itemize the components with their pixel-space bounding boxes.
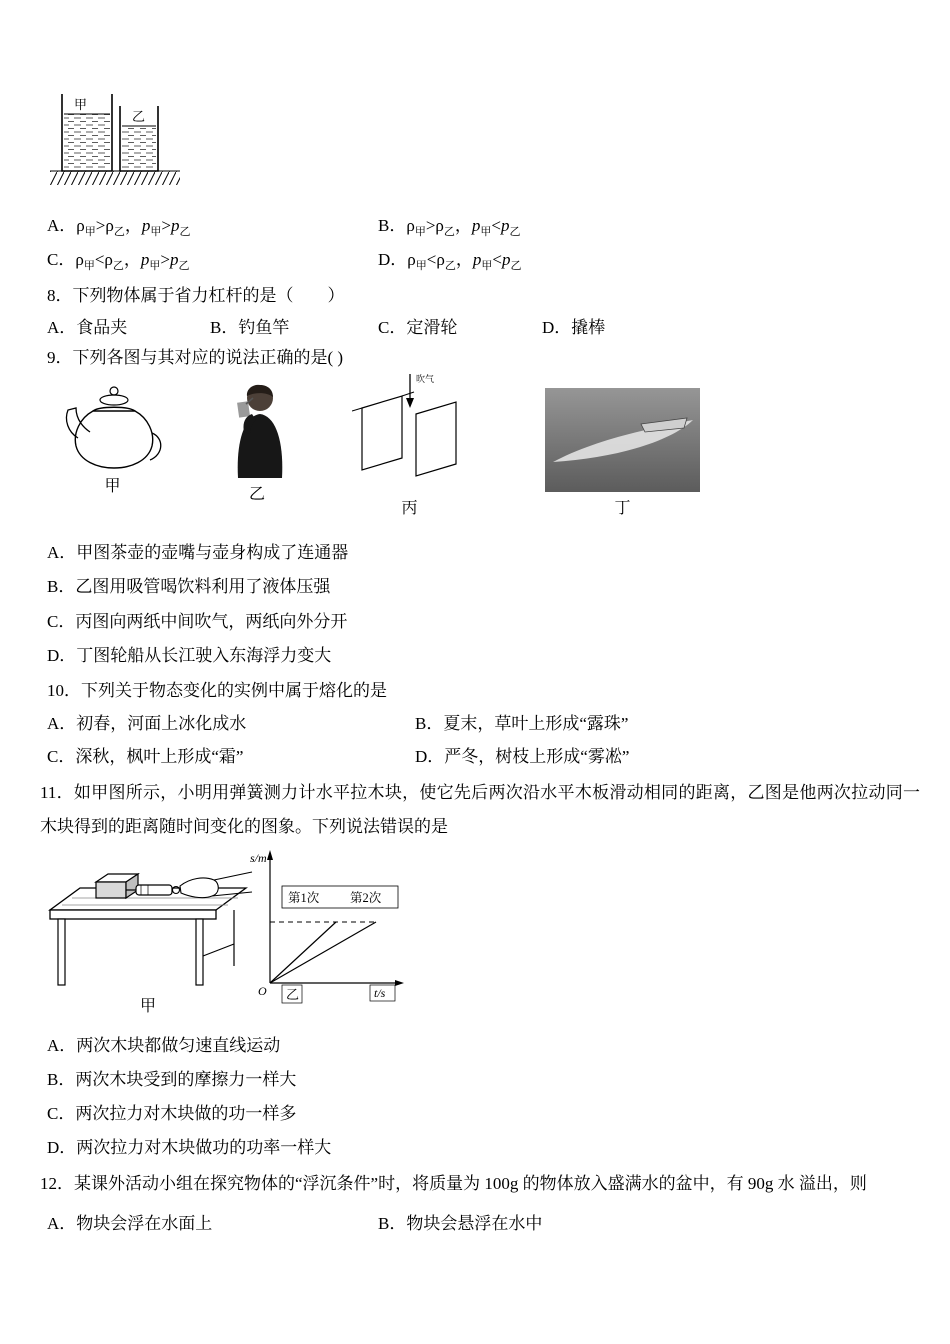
option-label: C． [47,612,76,631]
option-label: C． [47,250,76,269]
q9-figure-boy-drinking [222,380,292,504]
option-text: 乙图用吸管喝饮料利用了液体压强 [75,577,331,596]
q11-stem: 11．如甲图所示，小明用弹簧测力计水平拉木块，使它先后两次沿水平木板滑动相同的距离，乙图是他两次拉动同一木块得到的距离随时间变化的图象。下列说法错误的是 [40,783,920,836]
ship-photo [545,388,700,492]
option-q11-b [47,1065,296,1090]
two-papers-drawing [352,370,467,492]
q9-figure-two-papers [352,370,467,518]
option-label: D． [378,250,408,269]
option-label: B． [415,714,444,733]
option-q10-a [47,709,246,734]
option-q11-c [47,1099,296,1124]
option-formula: $\rho_甲>\rho_乙$，$p_甲>p_乙$ [76,216,191,238]
option-text: 定滑轮 [406,318,458,337]
option-label: D． [47,646,77,665]
option-label: A． [47,1036,77,1055]
option-text: 甲图茶壶的壶嘴与壶身构成了连通器 [76,543,349,562]
figure-caption: 甲 [104,478,121,495]
option-formula: $\rho_甲<\rho_乙$，$p_甲<p_乙$ [407,250,522,272]
option-q12-b [378,1209,542,1234]
boy-drinking-photo [222,380,292,478]
option-q7-c [47,245,190,273]
q7-figure-beakers [50,88,180,188]
teapot-drawing [60,378,165,470]
option-text: 夏末，草叶上形成“露珠” [443,714,629,733]
x-axis-label: t/s [374,986,386,1000]
option-label: C． [47,1104,76,1123]
option-q11-d [47,1133,331,1158]
option-text: 两次拉力对木块做功的功率一样大 [76,1138,332,1157]
two-beakers-drawing [50,88,180,188]
option-label: A． [47,1214,77,1233]
option-text: 两次拉力对木块做的功一样多 [75,1104,297,1123]
option-text: 物块会浮在水面上 [76,1214,213,1233]
q10-stem: 10．下列关于物态变化的实例中属于熔化的是 [47,681,387,700]
option-q8-b [210,313,289,338]
option-q9-c [47,607,347,632]
q11-figure-table-experiment [38,848,258,1016]
option-q8-d [542,313,605,338]
option-label: A． [47,318,77,337]
figure-caption: 甲 [139,998,156,1015]
option-formula: $\rho_甲<\rho_乙$，$p_甲>p_乙$ [75,250,190,272]
option-label: C． [47,747,76,766]
graph-caption: 乙 [286,987,300,1002]
option-label: B． [47,577,76,596]
option-text: 物块会悬浮在水中 [406,1214,543,1233]
option-q9-b [47,572,330,597]
line2-label: 第2次 [350,891,382,905]
option-q7-b [378,211,521,239]
option-q10-c [47,742,243,767]
figure-caption: 丁 [614,500,631,517]
q9-stem: 9．下列各图与其对应的说法正确的是( ) [47,348,344,367]
q11-figure-graph [248,842,413,1007]
option-text: 丁图轮船从长江驶入东海浮力变大 [76,646,332,665]
option-label: A． [47,543,77,562]
option-label: B． [378,216,407,235]
option-q7-d [378,245,521,273]
option-label: D． [47,1138,77,1157]
option-text: 初春，河面上冰化成水 [76,714,247,733]
beaker-left-label: 甲 [74,97,88,112]
q8-stem: 8．下列物体属于省力杠杆的是（ ） [47,286,345,305]
option-q11-a [47,1031,280,1056]
option-text: 深秋，枫叶上形成“霜” [75,747,244,766]
option-label: C． [378,318,407,337]
option-q8-a [47,313,127,338]
option-label: A． [47,714,77,733]
option-label: B． [47,1070,76,1089]
option-q9-d [47,641,331,666]
table-experiment-drawing [38,848,258,990]
option-text: 两次木块受到的摩擦力一样大 [75,1070,297,1089]
distance-time-graph [248,842,413,1007]
origin-label: O [258,984,267,998]
option-text: 两次木块都做匀速直线运动 [76,1036,281,1055]
option-label: B． [378,1214,407,1233]
option-formula: $\rho_甲>\rho_乙$，$p_甲<p_乙$ [406,216,521,238]
option-label: B． [210,318,239,337]
option-q10-d [415,742,629,767]
option-label: D． [415,747,445,766]
option-label: A． [47,216,77,235]
option-text: 撬棒 [571,318,606,337]
line1-label: 第1次 [288,891,320,905]
option-text: 丙图向两纸中间吹气，两纸向外分开 [75,612,348,631]
y-axis-label: s/m [250,851,267,865]
option-q9-a [47,538,348,563]
option-label: D． [542,318,572,337]
beaker-right-label: 乙 [132,109,146,124]
option-q12-a [47,1209,212,1234]
figure-caption: 丙 [401,500,418,517]
option-q8-c [378,313,457,338]
figure-caption: 乙 [248,486,265,503]
blow-air-label: 吹气 [416,374,435,384]
q9-figure-ship-photo [545,388,700,518]
option-q10-b [415,709,628,734]
option-q7-a [47,211,190,239]
q9-figure-teapot [60,378,165,496]
option-text: 钓鱼竿 [238,318,290,337]
option-text: 严冬，树枝上形成“雾凇” [444,747,630,766]
option-text: 食品夹 [76,318,128,337]
q12-stem: 12．某课外活动小组在探究物体的“浮沉条件”时，将质量为 100g 的物体放入盛满水的盆中，有 90g 水 溢出，则 [40,1174,867,1193]
